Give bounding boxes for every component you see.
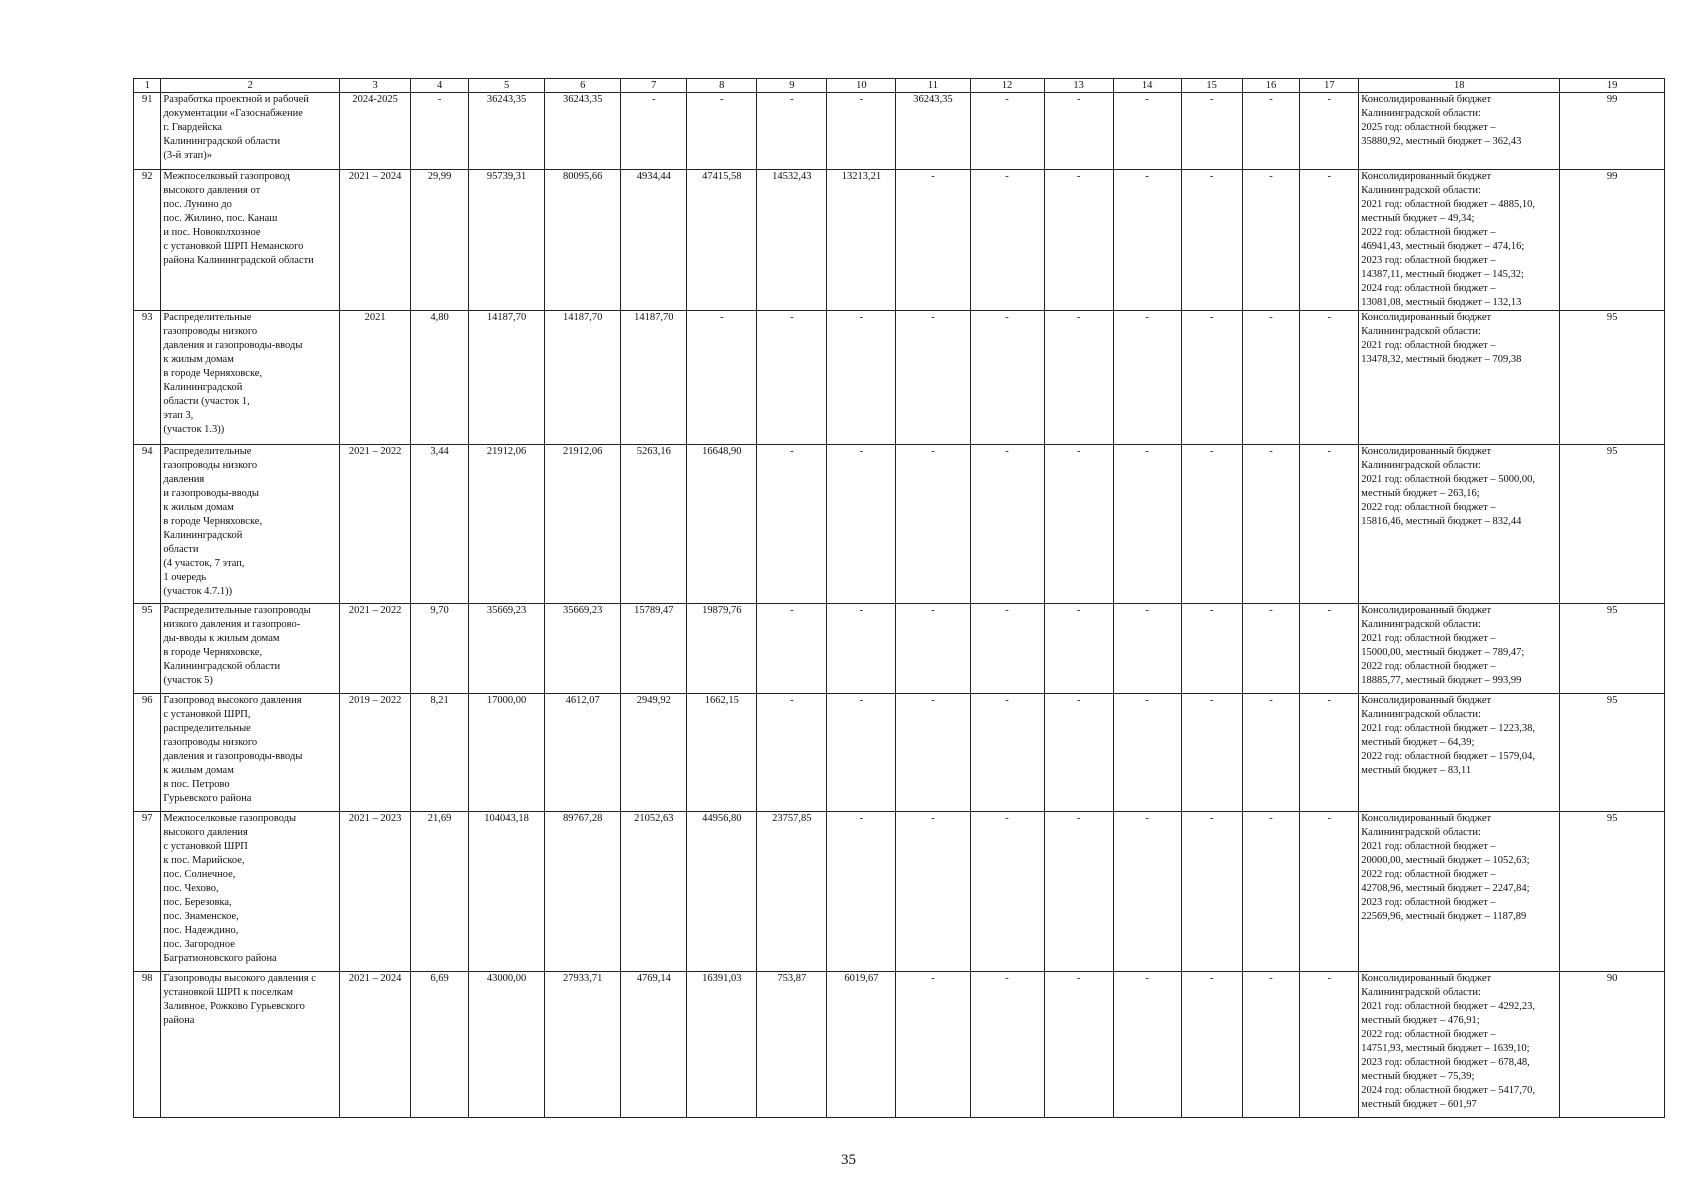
cell-y2021: 21052,63 <box>621 812 687 972</box>
cell-cost-program: 36243,35 <box>545 93 621 170</box>
cell-y2021: 14187,70 <box>621 311 687 445</box>
cell-y2025: - <box>896 694 970 812</box>
cell-y2026: - <box>970 812 1044 972</box>
cell-y2028: - <box>1113 812 1181 972</box>
cell-y2027: - <box>1044 311 1113 445</box>
cell-y2024: - <box>827 694 896 812</box>
column-number-17: 17 <box>1300 79 1359 93</box>
cell-y2024: - <box>827 445 896 604</box>
cell-row-number: 98 <box>134 972 161 1118</box>
cell-y2030: - <box>1242 311 1300 445</box>
cell-y2028: - <box>1113 694 1181 812</box>
table-row <box>134 93 1665 170</box>
cell-cost-total: 17000,00 <box>469 694 545 812</box>
cell-object-name: Газопроводы высокого давления с установкой ШРП к поселкам Заливное, Рожково Гурьевского района <box>161 972 340 1118</box>
cell-y2022: 16648,90 <box>687 445 757 604</box>
cell-row-number: 92 <box>134 170 161 311</box>
cell-y2024: - <box>827 812 896 972</box>
cell-y2026: - <box>970 93 1044 170</box>
cell-cost-total: 21912,06 <box>469 445 545 604</box>
cell-y2029: - <box>1181 972 1242 1118</box>
cell-y2027: - <box>1044 812 1113 972</box>
column-number-2: 2 <box>161 79 340 93</box>
cell-indicator-code: 95 <box>1560 694 1665 812</box>
column-number-14: 14 <box>1113 79 1181 93</box>
table-row <box>134 694 1665 812</box>
cell-y2030: - <box>1242 170 1300 311</box>
cell-y2030: - <box>1242 694 1300 812</box>
cell-y2027: - <box>1044 972 1113 1118</box>
cell-length: 8,21 <box>411 694 469 812</box>
cell-y2023: 23757,85 <box>757 812 827 972</box>
cell-y2021: 2949,92 <box>621 694 687 812</box>
cell-indicator-code: 95 <box>1560 604 1665 694</box>
cell-y2023: - <box>757 93 827 170</box>
column-number-12: 12 <box>970 79 1044 93</box>
cell-y2023: - <box>757 445 827 604</box>
cell-y2031: - <box>1300 972 1359 1118</box>
column-number-4: 4 <box>411 79 469 93</box>
cell-cost-program: 4612,07 <box>545 694 621 812</box>
cell-y2022: 44956,80 <box>687 812 757 972</box>
cell-object-name: Распределительные газопроводы низкого давления и газопрово- ды-вводы к жилым домам в городе Черняховске, Калининградской области (участок 5) <box>161 604 340 694</box>
cell-y2021: 4934,44 <box>621 170 687 311</box>
cell-y2025: - <box>896 604 970 694</box>
cell-y2024: - <box>827 93 896 170</box>
cell-funding-source: Консолидированный бюджет Калининградской области: 2021 год: областной бюджет – 15000,00, местный бюджет – 789,47; 2022 год: областной бюджет – 18885,77, местный бюджет – 993,99 <box>1359 604 1560 694</box>
cell-cost-program: 14187,70 <box>545 311 621 445</box>
cell-length: 29,99 <box>411 170 469 311</box>
cell-period: 2021 – 2023 <box>340 812 411 972</box>
column-number-1: 1 <box>134 79 161 93</box>
cell-indicator-code: 90 <box>1560 972 1665 1118</box>
cell-length: 9,70 <box>411 604 469 694</box>
cell-y2021: 5263,16 <box>621 445 687 604</box>
cell-y2023: - <box>757 604 827 694</box>
cell-y2022: - <box>687 311 757 445</box>
cell-y2024: - <box>827 311 896 445</box>
table-row <box>134 604 1665 694</box>
cell-y2031: - <box>1300 694 1359 812</box>
cell-y2026: - <box>970 445 1044 604</box>
cell-y2028: - <box>1113 972 1181 1118</box>
cell-cost-program: 89767,28 <box>545 812 621 972</box>
cell-y2022: 1662,15 <box>687 694 757 812</box>
column-number-15: 15 <box>1181 79 1242 93</box>
cell-y2022: - <box>687 93 757 170</box>
cell-y2030: - <box>1242 812 1300 972</box>
cell-length: 3,44 <box>411 445 469 604</box>
cell-y2022: 19879,76 <box>687 604 757 694</box>
cell-cost-program: 21912,06 <box>545 445 621 604</box>
cell-y2027: - <box>1044 694 1113 812</box>
cell-period: 2021 <box>340 311 411 445</box>
column-number-8: 8 <box>687 79 757 93</box>
cell-y2029: - <box>1181 170 1242 311</box>
table-row <box>134 812 1665 972</box>
cell-y2024: 6019,67 <box>827 972 896 1118</box>
cell-cost-total: 35669,23 <box>469 604 545 694</box>
cell-y2029: - <box>1181 694 1242 812</box>
cell-cost-program: 80095,66 <box>545 170 621 311</box>
cell-cost-total: 14187,70 <box>469 311 545 445</box>
cell-y2026: - <box>970 170 1044 311</box>
cell-y2025: - <box>896 445 970 604</box>
cell-indicator-code: 95 <box>1560 812 1665 972</box>
cell-funding-source: Консолидированный бюджет Калининградской области: 2021 год: областной бюджет – 1223,38, местный бюджет – 64,39; 2022 год: областной бюджет – 1579,04, местный бюджет – 83,11 <box>1359 694 1560 812</box>
cell-row-number: 93 <box>134 311 161 445</box>
cell-y2022: 47415,58 <box>687 170 757 311</box>
cell-length: 4,80 <box>411 311 469 445</box>
column-number-13: 13 <box>1044 79 1113 93</box>
cell-y2029: - <box>1181 812 1242 972</box>
cell-y2025: 36243,35 <box>896 93 970 170</box>
cell-y2024: 13213,21 <box>827 170 896 311</box>
cell-funding-source: Консолидированный бюджет Калининградской области: 2021 год: областной бюджет – 5000,00, местный бюджет – 263,16; 2022 год: областной бюджет – 15816,46, местный бюджет – 832,44 <box>1359 445 1560 604</box>
cell-y2026: - <box>970 604 1044 694</box>
cell-cost-program: 35669,23 <box>545 604 621 694</box>
cell-y2027: - <box>1044 93 1113 170</box>
cell-funding-source: Консолидированный бюджет Калининградской области: 2025 год: областной бюджет – 35880,92, местный бюджет – 362,43 <box>1359 93 1560 170</box>
cell-y2028: - <box>1113 311 1181 445</box>
cell-period: 2021 – 2024 <box>340 972 411 1118</box>
table-row <box>134 445 1665 604</box>
column-number-18: 18 <box>1359 79 1560 93</box>
cell-y2023: - <box>757 694 827 812</box>
cell-indicator-code: 99 <box>1560 170 1665 311</box>
cell-y2021: - <box>621 93 687 170</box>
column-number-19: 19 <box>1560 79 1665 93</box>
cell-period: 2021 – 2022 <box>340 445 411 604</box>
table-row <box>134 311 1665 445</box>
cell-cost-total: 104043,18 <box>469 812 545 972</box>
cell-y2027: - <box>1044 604 1113 694</box>
column-number-row <box>134 79 1665 93</box>
cell-length: 6,69 <box>411 972 469 1118</box>
cell-y2030: - <box>1242 972 1300 1118</box>
cell-y2028: - <box>1113 170 1181 311</box>
cell-row-number: 95 <box>134 604 161 694</box>
cell-indicator-code: 95 <box>1560 311 1665 445</box>
cell-y2025: - <box>896 170 970 311</box>
cell-y2025: - <box>896 311 970 445</box>
cell-period: 2021 – 2022 <box>340 604 411 694</box>
cell-y2021: 15789,47 <box>621 604 687 694</box>
cell-object-name: Разработка проектной и рабочей документации «Газоснабжение г. Гвардейска Калининградской области (3-й этап)» <box>161 93 340 170</box>
cell-length: - <box>411 93 469 170</box>
cell-y2029: - <box>1181 311 1242 445</box>
cell-y2027: - <box>1044 170 1113 311</box>
cell-y2031: - <box>1300 170 1359 311</box>
column-number-10: 10 <box>827 79 896 93</box>
cell-funding-source: Консолидированный бюджет Калининградской области: 2021 год: областной бюджет – 20000,00, местный бюджет – 1052,63; 2022 год: областной бюджет – 42708,96, местный бюджет – 2247,84; 2023 год: областной бюджет – 22569,96, местный бюджет – 1187,89 <box>1359 812 1560 972</box>
table-row <box>134 972 1665 1118</box>
cell-row-number: 94 <box>134 445 161 604</box>
cell-y2026: - <box>970 311 1044 445</box>
column-number-3: 3 <box>340 79 411 93</box>
cell-y2028: - <box>1113 445 1181 604</box>
cell-funding-source: Консолидированный бюджет Калининградской области: 2021 год: областной бюджет – 4885,10, местный бюджет – 49,34; 2022 год: областной бюджет – 46941,43, местный бюджет – 474,16; 2023 год: областной бюджет – 14387,11, местный бюджет – 145,32; 2024 год: областной бюджет – 13081,08, местный бюджет – 132,13 <box>1359 170 1560 311</box>
cell-y2031: - <box>1300 812 1359 972</box>
cell-y2031: - <box>1300 311 1359 445</box>
cell-y2023: - <box>757 311 827 445</box>
cell-y2025: - <box>896 812 970 972</box>
table-row <box>134 170 1665 311</box>
cell-row-number: 91 <box>134 93 161 170</box>
column-number-6: 6 <box>545 79 621 93</box>
cell-indicator-code: 95 <box>1560 445 1665 604</box>
cell-cost-total: 36243,35 <box>469 93 545 170</box>
cell-y2031: - <box>1300 445 1359 604</box>
cell-y2030: - <box>1242 604 1300 694</box>
cell-y2022: 16391,03 <box>687 972 757 1118</box>
column-number-16: 16 <box>1242 79 1300 93</box>
cell-row-number: 97 <box>134 812 161 972</box>
cell-y2030: - <box>1242 445 1300 604</box>
cell-y2024: - <box>827 604 896 694</box>
cell-y2021: 4769,14 <box>621 972 687 1118</box>
cell-y2023: 753,87 <box>757 972 827 1118</box>
cell-period: 2024-2025 <box>340 93 411 170</box>
page-number: 35 <box>841 1152 856 1168</box>
cell-y2027: - <box>1044 445 1113 604</box>
cell-y2028: - <box>1113 93 1181 170</box>
cell-object-name: Межпоселковые газопроводы высокого давления с установкой ШРП к пос. Марийское, пос. Солнечное, пос. Чехово, пос. Березовка, пос. Знаменское, пос. Надеждино, пос. Загородное Багратионовского района <box>161 812 340 972</box>
cell-y2026: - <box>970 972 1044 1118</box>
cell-row-number: 96 <box>134 694 161 812</box>
cell-funding-source: Консолидированный бюджет Калининградской области: 2021 год: областной бюджет – 4292,23, местный бюджет – 476,91; 2022 год: областной бюджет – 14751,93, местный бюджет – 1639,10; 2023 год: областной бюджет – 678,48, местный бюджет – 75,39; 2024 год: областной бюджет – 5417,70, местный бюджет – 601,97 <box>1359 972 1560 1118</box>
cell-y2031: - <box>1300 604 1359 694</box>
cell-object-name: Распределительные газопроводы низкого давления и газопроводы-вводы к жилым домам в городе Черняховске, Калининградской области (4 участок, 7 этап, 1 очередь (участок 4.7.1)) <box>161 445 340 604</box>
cell-funding-source: Консолидированный бюджет Калининградской области: 2021 год: областной бюджет – 13478,32, местный бюджет – 709,38 <box>1359 311 1560 445</box>
cell-y2030: - <box>1242 93 1300 170</box>
column-number-5: 5 <box>469 79 545 93</box>
column-number-9: 9 <box>757 79 827 93</box>
cell-y2025: - <box>896 972 970 1118</box>
cell-cost-total: 95739,31 <box>469 170 545 311</box>
cell-period: 2019 – 2022 <box>340 694 411 812</box>
cell-period: 2021 – 2024 <box>340 170 411 311</box>
cell-cost-total: 43000,00 <box>469 972 545 1118</box>
cell-y2029: - <box>1181 445 1242 604</box>
cell-y2026: - <box>970 694 1044 812</box>
cell-cost-program: 27933,71 <box>545 972 621 1118</box>
cell-y2029: - <box>1181 604 1242 694</box>
cell-object-name: Межпоселковый газопровод высокого давления от пос. Лунино до пос. Жилино, пос. Канаш и пос. Новоколхозное с установкой ШРП Неманского района Калининградской области <box>161 170 340 311</box>
cell-length: 21,69 <box>411 812 469 972</box>
cell-y2023: 14532,43 <box>757 170 827 311</box>
cell-indicator-code: 99 <box>1560 93 1665 170</box>
column-number-7: 7 <box>621 79 687 93</box>
cell-y2028: - <box>1113 604 1181 694</box>
program-table <box>133 78 1665 1118</box>
cell-y2031: - <box>1300 93 1359 170</box>
cell-y2029: - <box>1181 93 1242 170</box>
cell-object-name: Распределительные газопроводы низкого давления и газопроводы-вводы к жилым домам в городе Черняховске, Калининградской области (участок 1, этап 3, (участок 1.3)) <box>161 311 340 445</box>
cell-object-name: Газопровод высокого давления с установкой ШРП, распределительные газопроводы низкого давления и газопроводы-вводы к жилым домам в пос. Петрово Гурьевского района <box>161 694 340 812</box>
column-number-11: 11 <box>896 79 970 93</box>
